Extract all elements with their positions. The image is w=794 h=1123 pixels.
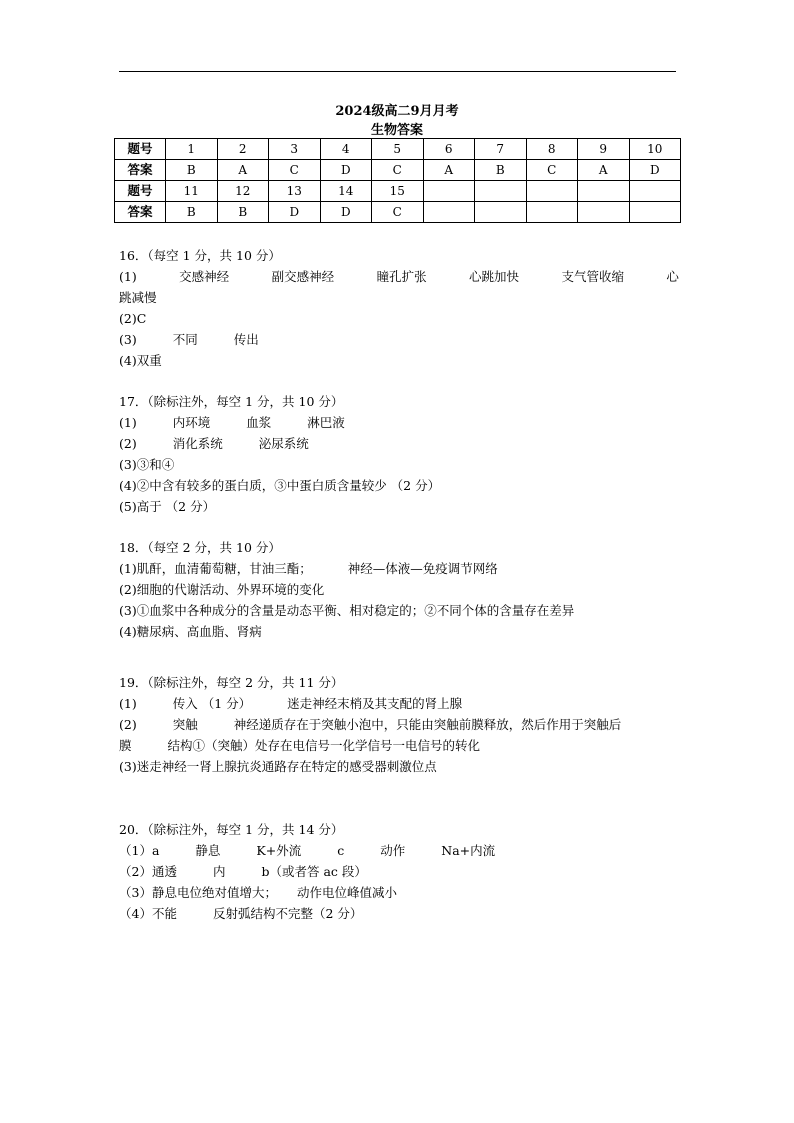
part-label: (3) <box>119 332 137 347</box>
answer-line <box>119 714 679 735</box>
answer-item: 淋巴液 <box>307 415 345 430</box>
answer-table <box>114 138 681 223</box>
answer-line <box>119 693 679 714</box>
exam-subtitle: 生物答案 <box>370 123 423 138</box>
table-cell: 3 <box>269 139 321 160</box>
answer-item: 血浆 <box>246 415 272 430</box>
answer-item: 消化系统 <box>172 436 223 451</box>
answer-line: (3)①血浆中各种成分的含量是动态平衡、相对稳定的；②不同个体的含量存在差异 <box>119 603 575 618</box>
table-cell: 15 <box>372 181 424 202</box>
table-cell: C <box>372 160 424 181</box>
answer-line <box>119 433 679 454</box>
answer-item: 不同 <box>172 332 198 347</box>
answer-item: 支气管收缩 <box>561 269 624 284</box>
table-cell: 6 <box>423 139 475 160</box>
table-cell: 8 <box>526 139 578 160</box>
answer-item: 静息电位绝对值增大； <box>151 885 277 900</box>
answer-line: (4)双重 <box>119 353 162 368</box>
table-cell: 2 <box>217 139 269 160</box>
answer-line <box>119 558 679 579</box>
answer-item: 瞳孔扩张 <box>376 269 427 284</box>
answer-item: 神经递质存在于突触小泡中，只能由突触前膜释放，然后作用于突触后 <box>233 717 622 732</box>
table-row <box>115 160 681 181</box>
answer-item: 膜 <box>119 738 132 753</box>
table-cell: C <box>526 160 578 181</box>
answer-item: K+外流 <box>256 843 302 858</box>
table-cell: 5 <box>372 139 424 160</box>
table-row <box>115 139 681 160</box>
table-cell: A <box>217 160 269 181</box>
answer-line <box>119 329 679 350</box>
table-cell <box>526 202 578 223</box>
part-label: (1) <box>119 269 137 284</box>
part-label: (2) <box>119 436 137 451</box>
question-17 <box>119 391 679 517</box>
exam-title: 2024级高二9月月考 <box>335 104 459 119</box>
table-cell: D <box>629 160 681 181</box>
table-cell: B <box>166 202 218 223</box>
answer-item: Na+内流 <box>441 843 496 858</box>
table-cell: C <box>269 160 321 181</box>
question-20 <box>119 819 679 924</box>
answer-item: 动作 <box>380 843 406 858</box>
answer-line: (3)迷走神经一肾上腺抗炎通路存在特定的感受器刺激位点 <box>119 759 437 774</box>
answer-line: (4)糖尿病、高血脂、肾病 <box>119 624 262 639</box>
row-label: 题号 <box>115 139 166 160</box>
table-cell: D <box>320 202 372 223</box>
answer-item: 神经—体液—免疫调节网络 <box>347 561 498 576</box>
answer-line: 跳减慢 <box>119 290 157 305</box>
answer-item: 通透 <box>151 864 177 879</box>
answer-item: 内环境 <box>172 415 211 430</box>
question-16 <box>119 245 679 371</box>
table-cell: 10 <box>629 139 681 160</box>
answer-line <box>119 412 679 433</box>
part-label: （3） <box>119 885 152 900</box>
answer-line: (5)高于 （2 分） <box>119 499 216 514</box>
table-cell <box>629 181 681 202</box>
table-cell <box>475 202 527 223</box>
table-cell: D <box>320 160 372 181</box>
table-cell: B <box>475 160 527 181</box>
answer-item: 反射弧结构不完整（2 分） <box>212 906 363 921</box>
table-cell <box>475 181 527 202</box>
answer-item: 副交感神经 <box>271 269 335 284</box>
answer-item: 传出 <box>233 332 259 347</box>
answer-item: 不能 <box>151 906 177 921</box>
answer-line <box>119 266 679 287</box>
table-cell <box>578 202 630 223</box>
table-cell <box>578 181 630 202</box>
answer-item: 内 <box>212 864 226 879</box>
answer-item: a <box>151 843 160 858</box>
answer-item: (1)肌酐，血清葡萄糖，甘油三酯； <box>119 561 312 576</box>
table-cell <box>629 202 681 223</box>
table-cell: 4 <box>320 139 372 160</box>
part-label: （1） <box>119 843 152 858</box>
answer-item: 静息 <box>195 843 221 858</box>
table-cell: A <box>423 160 475 181</box>
row-label: 答案 <box>115 160 166 181</box>
part-label: （4） <box>119 906 152 921</box>
table-cell: 13 <box>269 181 321 202</box>
answer-item: 突触 <box>172 717 198 732</box>
answer-line: (2)细胞的代谢活动、外界环境的变化 <box>119 582 325 597</box>
table-cell: B <box>166 160 218 181</box>
table-cell: 9 <box>578 139 630 160</box>
table-cell: 12 <box>217 181 269 202</box>
answer-line <box>119 840 679 861</box>
answer-item: 动作电位峰值减小 <box>296 885 397 900</box>
table-cell <box>423 202 475 223</box>
question-heading: 17．（除标注外，每空 1 分，共 10 分） <box>119 394 344 409</box>
table-cell <box>423 181 475 202</box>
answer-item: 结构①（突触）处存在电信号一化学信号一电信号的转化 <box>167 738 481 753</box>
part-label: (2) <box>119 717 137 732</box>
answer-line: (3)③和④ <box>119 457 175 472</box>
answer-item: c <box>337 843 345 858</box>
answer-item: 交感神经 <box>179 269 230 284</box>
table-row <box>115 181 681 202</box>
table-cell: 14 <box>320 181 372 202</box>
table-row <box>115 202 681 223</box>
question-heading: 18．（每空 2 分，共 10 分） <box>119 540 281 555</box>
row-label: 题号 <box>115 181 166 202</box>
answer-line <box>119 882 679 903</box>
answer-item: 心跳加快 <box>469 269 520 284</box>
answer-line: (2)C <box>119 311 147 326</box>
row-label: 答案 <box>115 202 166 223</box>
table-cell: A <box>578 160 630 181</box>
answer-line <box>119 903 679 924</box>
answer-item: b（或者答 ac 段） <box>261 864 367 879</box>
question-heading: 19．（除标注外，每空 2 分，共 11 分） <box>119 675 344 690</box>
table-cell: B <box>217 202 269 223</box>
answer-line <box>119 735 679 756</box>
table-cell: 7 <box>475 139 527 160</box>
part-label: (1) <box>119 415 137 430</box>
table-cell: C <box>372 202 424 223</box>
table-cell: D <box>269 202 321 223</box>
question-heading: 16．（每空 1 分，共 10 分） <box>119 248 281 263</box>
question-19 <box>119 672 679 777</box>
table-cell: 1 <box>166 139 218 160</box>
answer-line: (4)②中含有较多的蛋白质，③中蛋白质含量较少 （2 分） <box>119 478 441 493</box>
part-label: (1) <box>119 696 137 711</box>
part-label: （2） <box>119 864 152 879</box>
table-cell: 11 <box>166 181 218 202</box>
answer-item: 心 <box>666 269 679 284</box>
header-rule <box>119 71 676 72</box>
answer-item: 传入 （1 分） <box>172 696 252 711</box>
answer-item: 泌尿系统 <box>258 436 309 451</box>
answer-item: 迷走神经末梢及其支配的肾上腺 <box>287 696 463 711</box>
question-18 <box>119 537 679 642</box>
table-cell <box>526 181 578 202</box>
question-heading: 20．（除标注外，每空 1 分，共 14 分） <box>119 822 344 837</box>
answer-line <box>119 861 679 882</box>
